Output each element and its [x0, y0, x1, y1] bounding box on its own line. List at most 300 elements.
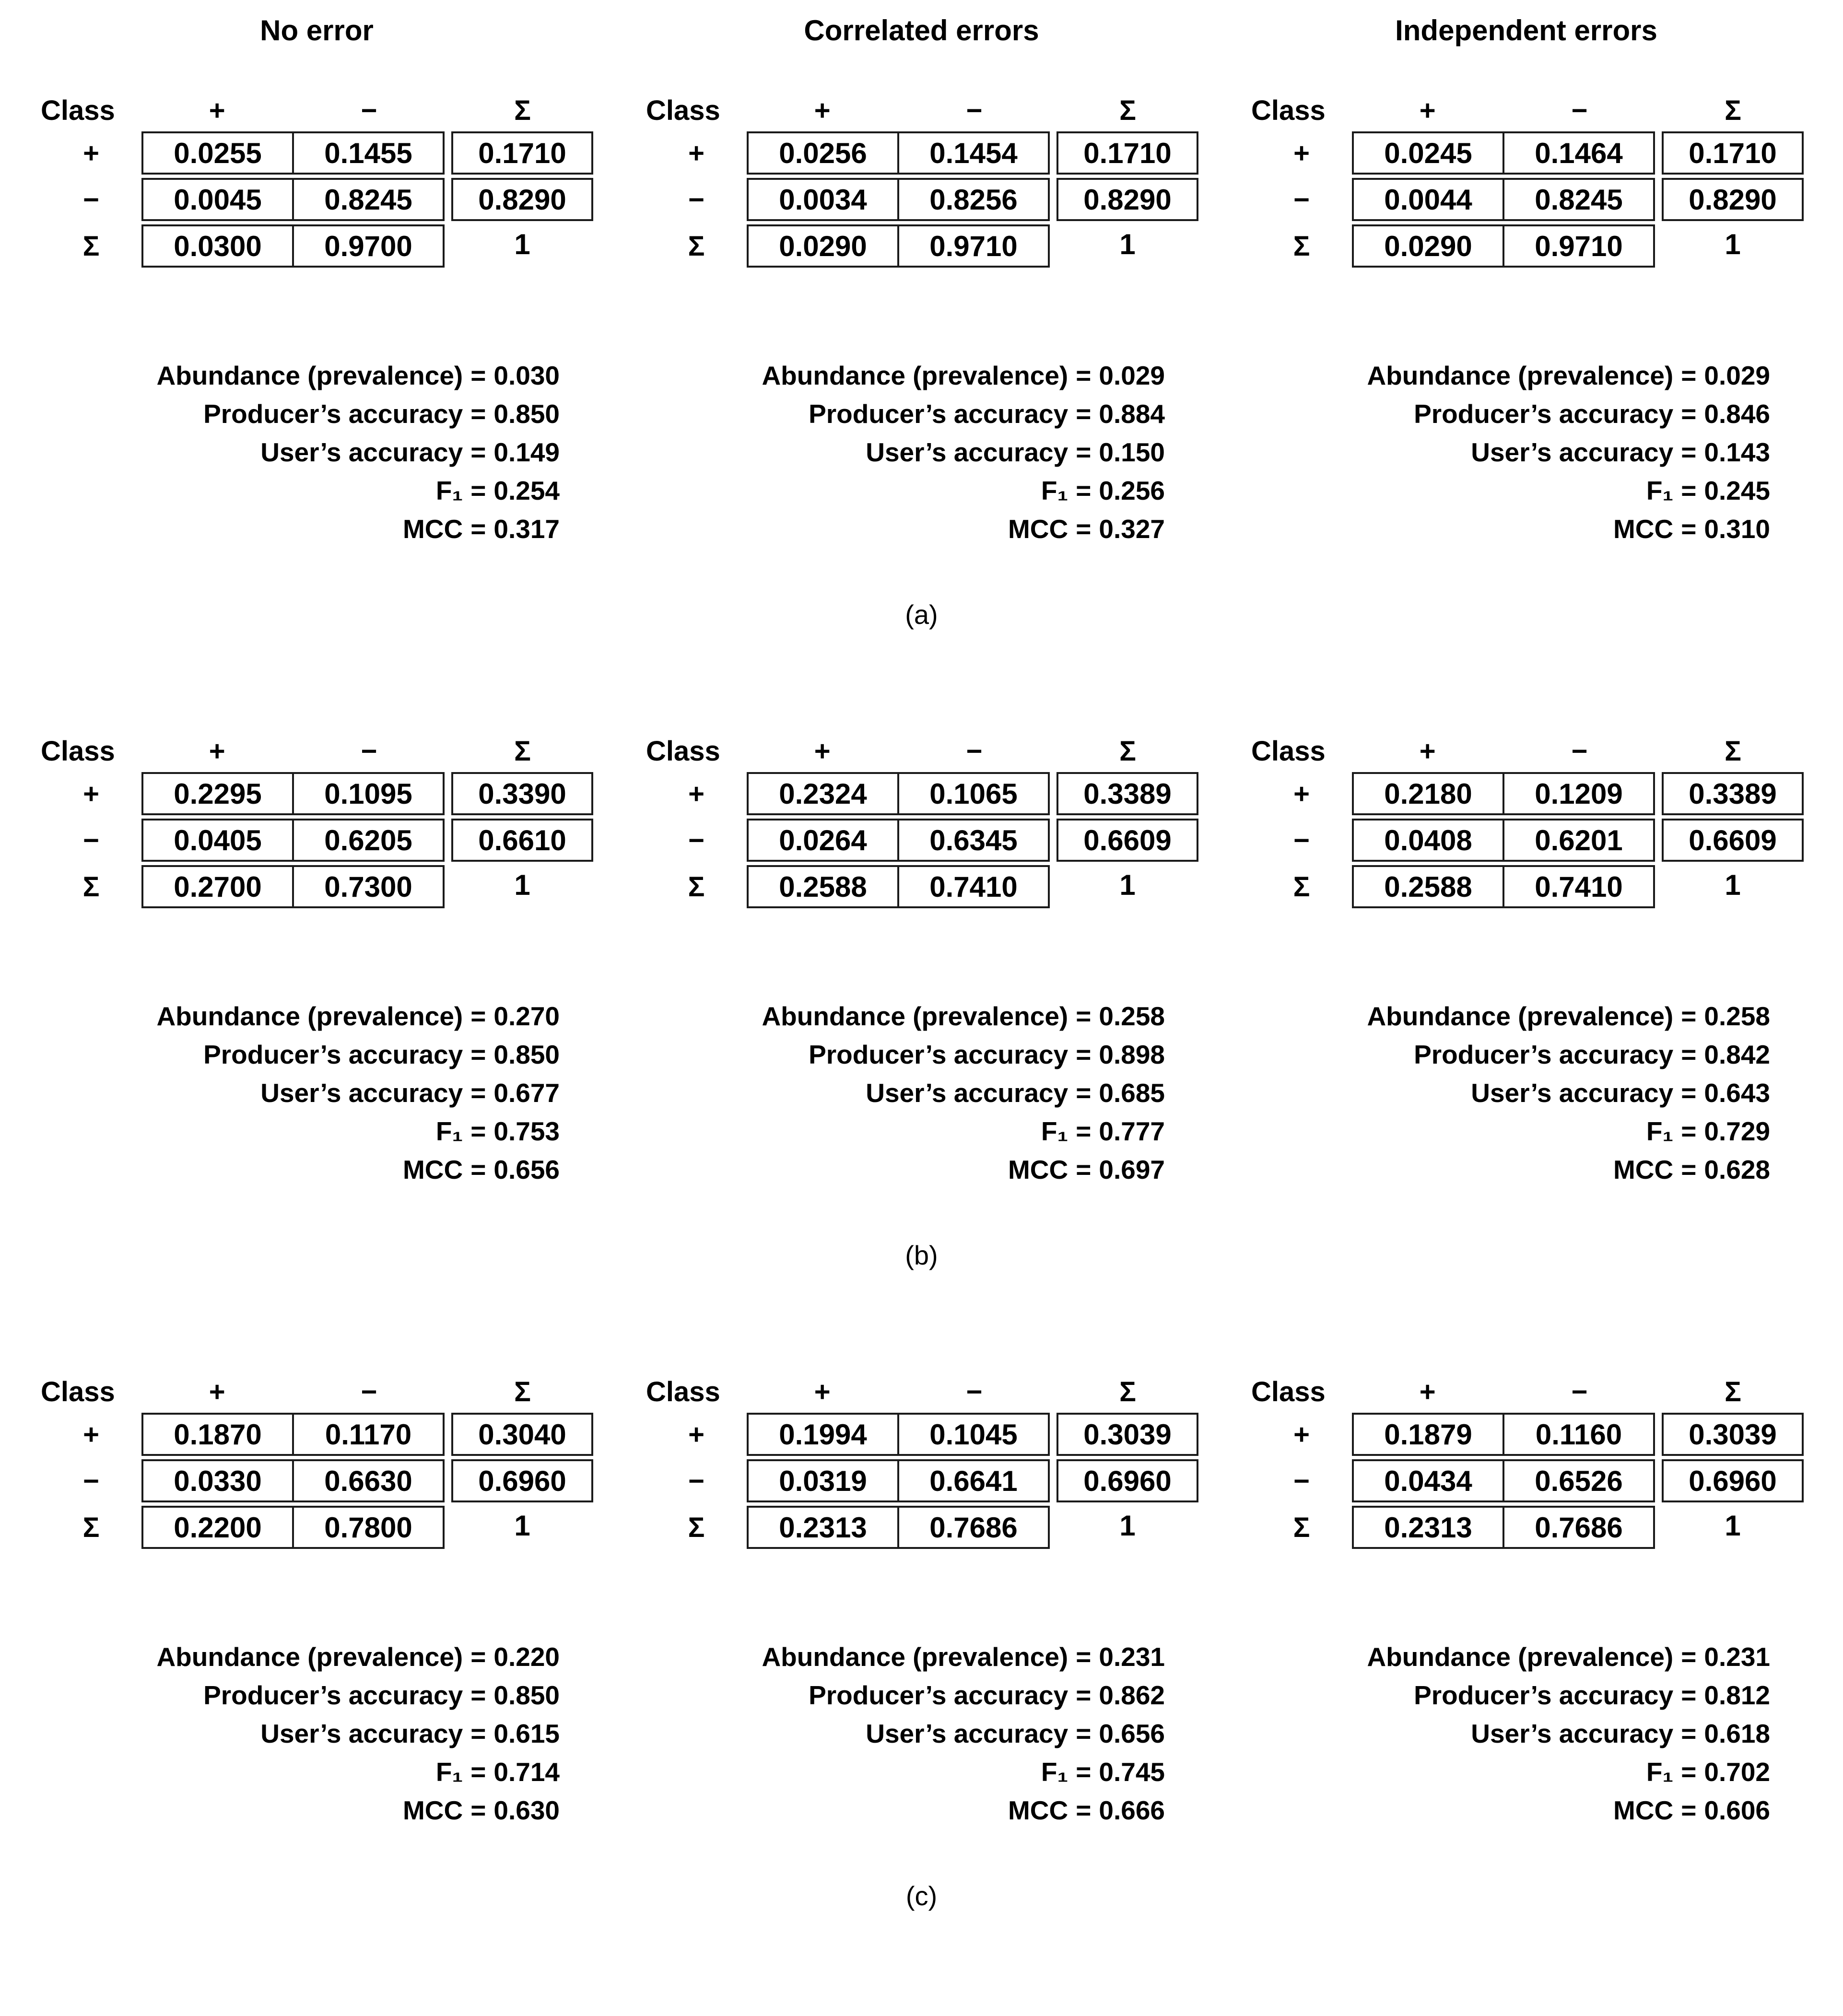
section-label-a: (a): [905, 599, 938, 630]
stat-label: Abundance (prevalence): [762, 1642, 1068, 1672]
matrix-left-box: [141, 865, 445, 908]
matrix-row-header-minus: −: [83, 1465, 99, 1497]
metrics-block: [41, 1638, 593, 1829]
matrix-cell: 0.0405: [174, 824, 262, 856]
matrix-sum-box: [451, 772, 593, 815]
matrix-cell: 0.3039: [1083, 1418, 1172, 1451]
matrix-header-row: [41, 1373, 593, 1408]
matrix-header-row: [41, 733, 593, 767]
matrix-row-sum: [646, 224, 1198, 268]
matrix-row-positive: [646, 772, 1198, 815]
matrix-cell: 0.7686: [897, 1508, 1048, 1547]
matrix-row-header-plus: +: [83, 778, 99, 809]
metrics-block: [41, 997, 593, 1189]
matrix-cell: 0.2313: [779, 1511, 867, 1544]
matrix-grand-total: 1: [1119, 228, 1136, 260]
matrix-cell: 0.0045: [174, 183, 262, 216]
stat-label: Abundance (prevalence): [156, 1642, 463, 1672]
equals-sign: =: [1681, 1795, 1697, 1825]
stat-label: MCC: [1008, 1795, 1068, 1825]
matrix-cell: 0.6609: [1689, 824, 1777, 856]
stat-value: 0.258: [1704, 1001, 1770, 1031]
stat-f1: [646, 471, 1198, 510]
stat-value: 0.150: [1099, 437, 1165, 467]
matrix-cell: 0.1045: [897, 1415, 1048, 1454]
stat-abundance: [646, 356, 1198, 395]
matrix-row-header-minus: −: [688, 1465, 704, 1497]
matrix-col-header-sigma: Σ: [1119, 736, 1136, 767]
matrix-cell: 0.0290: [779, 230, 867, 262]
panel-a-correlated-errors: [646, 92, 1198, 548]
matrix-cell: 0.1464: [1503, 133, 1653, 173]
matrix-left-box: [747, 772, 1050, 815]
matrix-cell: 0.8290: [1689, 183, 1777, 216]
matrix-cell: 0.3040: [478, 1418, 566, 1451]
matrix-grand-total: 1: [514, 1509, 530, 1542]
panel-a-no-error: [41, 92, 593, 548]
matrix-cell: 0.2295: [174, 777, 262, 810]
stat-value: 0.666: [1099, 1795, 1165, 1825]
matrix-header-row: [1251, 733, 1804, 767]
equals-sign: =: [1076, 476, 1092, 505]
matrix-header-row: [41, 92, 593, 127]
stat-label: F₁: [435, 1116, 463, 1146]
matrix-cell: 0.8290: [1083, 183, 1172, 216]
matrix-left-box: [141, 772, 445, 815]
matrix-cell: 0.1710: [1083, 137, 1172, 169]
matrix-sum-box: [1056, 819, 1198, 862]
stat-value: 0.245: [1704, 476, 1770, 505]
matrix-row-negative: [1251, 178, 1804, 221]
equals-sign: =: [1681, 1642, 1697, 1672]
matrix-left-box: [747, 1506, 1050, 1549]
stat-value: 0.615: [493, 1719, 560, 1748]
matrix-cell: 0.2324: [779, 777, 867, 810]
matrix-row-positive: [41, 131, 593, 175]
equals-sign: =: [1076, 1680, 1092, 1710]
stat-value: 0.231: [1099, 1642, 1165, 1672]
stat-label: Abundance (prevalence): [762, 1001, 1068, 1031]
matrix-left-box: [1352, 819, 1655, 862]
matrix-cell: 0.0034: [779, 183, 867, 216]
matrix-sum-box: [1662, 178, 1804, 221]
stat-label: User’s accuracy: [866, 1078, 1068, 1108]
matrix-cell: 0.6960: [1689, 1465, 1777, 1497]
matrix-row-sum: [646, 1506, 1198, 1549]
stat-label: Abundance (prevalence): [1367, 1001, 1674, 1031]
equals-sign: =: [1681, 1040, 1697, 1069]
matrix-corner-label: Class: [41, 736, 115, 767]
matrix-sum-box: [451, 178, 593, 221]
stat-value: 0.729: [1704, 1116, 1770, 1146]
equals-sign: =: [470, 1116, 486, 1146]
stat-label: MCC: [402, 1795, 463, 1825]
stat-value: 0.270: [493, 1001, 560, 1031]
matrix-cell: 0.2200: [174, 1511, 262, 1544]
matrix-cell: 0.0264: [779, 824, 867, 856]
matrix-row-negative: [646, 819, 1198, 862]
stat-label: Producer’s accuracy: [203, 1680, 463, 1710]
metrics-block: [1251, 997, 1804, 1189]
matrix-left-box: [747, 1413, 1050, 1456]
matrix-corner-label: Class: [646, 95, 720, 126]
stat-label: Abundance (prevalence): [762, 361, 1068, 390]
stat-label: User’s accuracy: [260, 1719, 463, 1748]
matrix-row-header-sigma: Σ: [1293, 871, 1310, 903]
equals-sign: =: [1681, 514, 1697, 544]
column-titles-row: [0, 0, 1843, 48]
stat-value: 0.149: [493, 437, 560, 467]
stat-producers-accuracy: [646, 1035, 1198, 1074]
section-label-c: (c): [905, 1881, 938, 1911]
equals-sign: =: [470, 1155, 486, 1184]
matrix-corner-label: Class: [41, 1376, 115, 1407]
equals-sign: =: [470, 1040, 486, 1069]
stat-label: Producer’s accuracy: [809, 1680, 1068, 1710]
equals-sign: =: [470, 361, 486, 390]
stat-label: F₁: [1646, 1116, 1674, 1146]
stat-abundance: [41, 1638, 593, 1676]
matrix-corner-label: Class: [1251, 736, 1326, 767]
equals-sign: =: [1076, 1116, 1092, 1146]
stat-value: 0.677: [493, 1078, 560, 1108]
stat-users-accuracy: [41, 1074, 593, 1112]
equals-sign: =: [1076, 361, 1092, 390]
matrix-cell: 0.7410: [897, 867, 1048, 906]
matrix-row-header-sigma: Σ: [82, 230, 100, 262]
matrix-sum-box: [1056, 1413, 1198, 1456]
matrix-cell: 0.6630: [292, 1461, 443, 1500]
matrix-row-positive: [646, 1413, 1198, 1456]
matrix-row-header-plus: +: [83, 1418, 99, 1450]
matrix-col-header-minus: −: [361, 95, 377, 126]
matrix-sum-box: [1056, 772, 1198, 815]
matrix-cell: 0.1710: [1689, 137, 1777, 169]
stat-f1: [41, 1112, 593, 1150]
matrix-left-box: [747, 819, 1050, 862]
equals-sign: =: [1076, 1719, 1092, 1748]
matrix-row-positive: [1251, 131, 1804, 175]
metrics-block: [41, 356, 593, 548]
equals-sign: =: [1681, 1757, 1697, 1787]
matrix-cell: 0.2313: [1384, 1511, 1472, 1544]
matrix-col-header-sigma: Σ: [1725, 95, 1741, 126]
stat-value: 0.231: [1704, 1642, 1770, 1672]
matrix-col-header-sigma: Σ: [1119, 95, 1136, 126]
matrix-row-negative: [41, 178, 593, 221]
matrix-col-header-plus: +: [209, 1376, 225, 1407]
stat-value: 0.256: [1099, 476, 1165, 505]
stat-value: 0.630: [493, 1795, 560, 1825]
stat-label: Abundance (prevalence): [1367, 361, 1674, 390]
matrix-grand-total: 1: [514, 868, 530, 901]
matrix-cell: 0.0290: [1384, 230, 1472, 262]
matrix-corner-label: Class: [1251, 1376, 1326, 1407]
matrix-grand-total: 1: [1725, 228, 1741, 260]
matrix-row-header-minus: −: [1293, 1465, 1310, 1497]
stat-mcc: [41, 1150, 593, 1189]
matrix-row-header-sigma: Σ: [82, 871, 100, 903]
matrix-cell: 0.7686: [1503, 1508, 1653, 1547]
equals-sign: =: [1681, 1001, 1697, 1031]
panel-c-no-error: [41, 1373, 593, 1829]
stat-mcc: [646, 510, 1198, 548]
stat-value: 0.862: [1099, 1680, 1165, 1710]
matrix-left-box: [1352, 1506, 1655, 1549]
stat-mcc: [41, 1791, 593, 1829]
stat-label: F₁: [1041, 476, 1068, 505]
matrix-row-negative: [1251, 1459, 1804, 1502]
matrix-left-box: [141, 1506, 445, 1549]
matrix-row-header-minus: −: [1293, 184, 1310, 215]
stat-value: 0.702: [1704, 1757, 1770, 1787]
matrix-header-row: [646, 92, 1198, 127]
stat-value: 0.656: [1099, 1719, 1165, 1748]
stat-value: 0.628: [1704, 1155, 1770, 1184]
matrix-cell: 0.9700: [292, 226, 443, 266]
matrix-col-header-plus: +: [1419, 736, 1436, 767]
stat-value: 0.310: [1704, 514, 1770, 544]
equals-sign: =: [1681, 437, 1697, 467]
matrix-col-header-plus: +: [814, 736, 831, 767]
equals-sign: =: [470, 476, 486, 505]
matrix-cell: 0.6960: [478, 1465, 566, 1497]
matrix-sum-box: [1662, 1459, 1804, 1502]
matrix-row-header-minus: −: [1293, 824, 1310, 856]
matrix-row-positive: [1251, 772, 1804, 815]
stat-mcc: [646, 1150, 1198, 1189]
matrix-cell: 0.0255: [174, 137, 262, 169]
matrix-sum-box: [1662, 1413, 1804, 1456]
matrix-row-positive: [41, 772, 593, 815]
matrix-col-header-sigma: Σ: [514, 1376, 531, 1407]
stat-value: 0.143: [1704, 437, 1770, 467]
matrix-cell: 0.1095: [292, 774, 443, 813]
matrix-cell: 0.0319: [779, 1465, 867, 1497]
matrix-row-header-plus: +: [1293, 1418, 1310, 1450]
matrix-cell: 0.6960: [1083, 1465, 1172, 1497]
matrix-row-negative: [646, 178, 1198, 221]
stat-value: 0.685: [1099, 1078, 1165, 1108]
column-title-correlated-errors: Correlated errors: [804, 14, 1039, 47]
stat-value: 0.029: [1099, 361, 1165, 390]
stat-users-accuracy: [1251, 1714, 1804, 1753]
matrix-sum-box: [1662, 819, 1804, 862]
matrix-left-box: [141, 131, 445, 175]
matrix-cell: 0.6610: [478, 824, 566, 856]
stat-value: 0.850: [493, 1040, 560, 1069]
matrix-sum-box: [451, 819, 593, 862]
stat-value: 0.317: [493, 514, 560, 544]
stat-label: User’s accuracy: [260, 1078, 463, 1108]
matrix-row-header-plus: +: [1293, 137, 1310, 169]
matrix-cell: 0.9710: [1503, 226, 1653, 266]
matrix-grand-total: 1: [514, 228, 530, 260]
matrix-corner-label: Class: [646, 1376, 720, 1407]
matrix-row-header-sigma: Σ: [688, 1512, 705, 1543]
equals-sign: =: [470, 437, 486, 467]
matrix-cell: 0.0408: [1384, 824, 1472, 856]
metrics-block: [646, 356, 1198, 548]
stat-label: F₁: [435, 476, 463, 505]
stat-label: Producer’s accuracy: [809, 399, 1068, 429]
stat-abundance: [41, 997, 593, 1035]
equals-sign: =: [1681, 476, 1697, 505]
equals-sign: =: [1681, 1680, 1697, 1710]
stat-label: MCC: [1613, 1795, 1674, 1825]
matrix-col-header-plus: +: [814, 95, 831, 126]
matrix-cell: 0.2700: [174, 870, 262, 903]
matrix-col-header-sigma: Σ: [1119, 1376, 1136, 1407]
matrix-col-header-sigma: Σ: [1725, 736, 1741, 767]
matrix-cell: 0.2588: [779, 870, 867, 903]
section-c-panels: [0, 1373, 1843, 1829]
stat-f1: [1251, 1753, 1804, 1791]
matrix-cell: 0.0245: [1384, 137, 1472, 169]
stat-value: 0.643: [1704, 1078, 1770, 1108]
matrix-col-header-minus: −: [1571, 95, 1588, 126]
stat-label: Producer’s accuracy: [203, 1040, 463, 1069]
stat-f1: [1251, 1112, 1804, 1150]
matrix-row-header-minus: −: [688, 184, 704, 215]
stat-label: Producer’s accuracy: [203, 399, 463, 429]
stat-label: User’s accuracy: [1471, 1078, 1674, 1108]
equals-sign: =: [1076, 1040, 1092, 1069]
stat-label: MCC: [1613, 514, 1674, 544]
stat-users-accuracy: [646, 433, 1198, 471]
matrix-row-positive: [646, 131, 1198, 175]
stat-value: 0.898: [1099, 1040, 1165, 1069]
matrix-row-negative: [646, 1459, 1198, 1502]
stat-users-accuracy: [41, 1714, 593, 1753]
stat-value: 0.618: [1704, 1719, 1770, 1748]
stat-label: Abundance (prevalence): [1367, 1642, 1674, 1672]
equals-sign: =: [1681, 361, 1697, 390]
stat-producers-accuracy: [41, 1035, 593, 1074]
matrix-col-header-minus: −: [966, 1376, 983, 1407]
matrix-cell: 0.1870: [174, 1418, 262, 1451]
stat-label: MCC: [1613, 1155, 1674, 1184]
equals-sign: =: [1076, 437, 1092, 467]
equals-sign: =: [470, 1642, 486, 1672]
matrix-left-box: [141, 224, 445, 268]
matrix-cell: 0.0044: [1384, 183, 1472, 216]
panel-b-no-error: [41, 733, 593, 1189]
panel-a-independent-errors: [1251, 92, 1804, 548]
matrix-row-positive: [1251, 1413, 1804, 1456]
stat-value: 0.029: [1704, 361, 1770, 390]
matrix-cell: 0.8245: [292, 180, 443, 219]
metrics-block: [1251, 356, 1804, 548]
stat-label: User’s accuracy: [260, 437, 463, 467]
stat-f1: [646, 1112, 1198, 1150]
matrix-cell: 0.1209: [1503, 774, 1653, 813]
section-a-panels: [0, 92, 1843, 548]
matrix-left-box: [141, 178, 445, 221]
matrix-left-box: [747, 1459, 1050, 1502]
stat-value: 0.714: [493, 1757, 560, 1787]
equals-sign: =: [470, 514, 486, 544]
metrics-block: [1251, 1638, 1804, 1829]
stat-value: 0.220: [493, 1642, 560, 1672]
matrix-row-header-minus: −: [688, 824, 704, 856]
stat-users-accuracy: [1251, 433, 1804, 471]
equals-sign: =: [470, 1795, 486, 1825]
stat-abundance: [1251, 356, 1804, 395]
matrix-left-box: [141, 1413, 445, 1456]
column-title-no-error: No error: [260, 14, 374, 47]
stat-label: Producer’s accuracy: [809, 1040, 1068, 1069]
stat-label: User’s accuracy: [866, 1719, 1068, 1748]
matrix-col-header-minus: −: [1571, 1376, 1588, 1407]
matrix-grand-total: 1: [1725, 1509, 1741, 1542]
stat-label: F₁: [1041, 1757, 1068, 1787]
stat-value: 0.258: [1099, 1001, 1165, 1031]
stat-value: 0.697: [1099, 1155, 1165, 1184]
matrix-col-header-plus: +: [1419, 1376, 1436, 1407]
section-b-panels: [0, 733, 1843, 1189]
stat-label: F₁: [1646, 476, 1674, 505]
matrix-corner-label: Class: [1251, 95, 1326, 126]
stat-label: User’s accuracy: [1471, 1719, 1674, 1748]
matrix-left-box: [1352, 131, 1655, 175]
equals-sign: =: [470, 1680, 486, 1710]
stat-users-accuracy: [646, 1714, 1198, 1753]
matrix-cell: 0.1994: [779, 1418, 867, 1451]
stat-label: Abundance (prevalence): [156, 1001, 463, 1031]
equals-sign: =: [470, 1757, 486, 1787]
matrix-cell: 0.3039: [1689, 1418, 1777, 1451]
matrix-cell: 0.8256: [897, 180, 1048, 219]
matrix-row-header-sigma: Σ: [688, 230, 705, 262]
matrix-grand-total: 1: [1119, 868, 1136, 901]
stat-label: MCC: [402, 514, 463, 544]
matrix-sum-box: [1056, 178, 1198, 221]
stat-users-accuracy: [41, 433, 593, 471]
matrix-left-box: [747, 224, 1050, 268]
matrix-cell: 0.2180: [1384, 777, 1472, 810]
equals-sign: =: [1681, 1719, 1697, 1748]
matrix-sum-box: [1662, 772, 1804, 815]
matrix-row-header-minus: −: [83, 824, 99, 856]
equals-sign: =: [1681, 399, 1697, 429]
matrix-row-header-plus: +: [83, 137, 99, 169]
matrix-col-header-minus: −: [1571, 736, 1588, 767]
stat-value: 0.327: [1099, 514, 1165, 544]
matrix-cell: 0.1454: [897, 133, 1048, 173]
stat-value: 0.884: [1099, 399, 1165, 429]
stat-value: 0.030: [493, 361, 560, 390]
panel-c-independent-errors: [1251, 1373, 1804, 1829]
stat-producers-accuracy: [1251, 1035, 1804, 1074]
matrix-cell: 0.9710: [897, 226, 1048, 266]
matrix-col-header-minus: −: [361, 736, 377, 767]
stat-label: Producer’s accuracy: [1414, 1040, 1674, 1069]
matrix-cell: 0.1170: [292, 1415, 443, 1454]
matrix-row-header-sigma: Σ: [82, 1512, 100, 1543]
equals-sign: =: [470, 1719, 486, 1748]
matrix-cell: 0.1455: [292, 133, 443, 173]
equals-sign: =: [1076, 1155, 1092, 1184]
matrix-cell: 0.6526: [1503, 1461, 1653, 1500]
equals-sign: =: [1076, 1642, 1092, 1672]
stat-mcc: [1251, 510, 1804, 548]
matrix-col-header-minus: −: [361, 1376, 377, 1407]
stat-f1: [646, 1753, 1198, 1791]
matrix-sum-box: [1056, 131, 1198, 175]
matrix-cell: 0.7410: [1503, 867, 1653, 906]
matrix-cell: 0.7300: [292, 867, 443, 906]
